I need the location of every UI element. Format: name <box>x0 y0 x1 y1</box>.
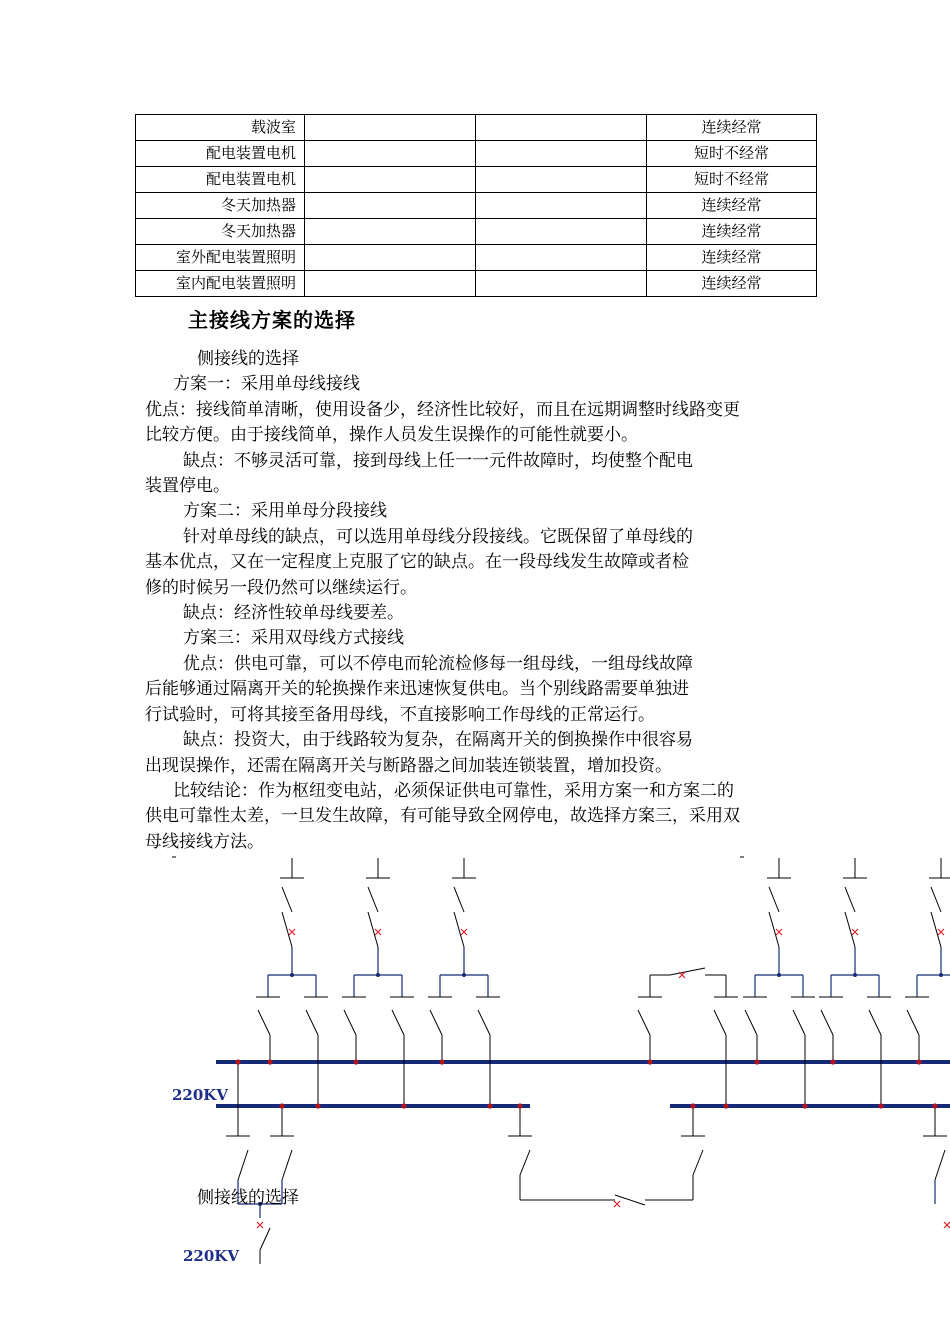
outgoing-disconnect <box>260 1228 270 1250</box>
circuit-breaker-mark <box>289 929 295 935</box>
circuit-breaker-mark <box>461 929 467 935</box>
circuit-breaker-mark <box>944 1222 950 1228</box>
empty-cell <box>476 219 647 245</box>
junction-node <box>754 1059 759 1064</box>
voltage-label-220kv-lower: 220KV <box>183 1247 239 1265</box>
empty-cell <box>476 167 647 193</box>
bus-disconnect <box>793 1010 805 1035</box>
load-name-cell: 冬天加热器 <box>136 193 305 219</box>
bus-disconnect <box>344 1010 356 1035</box>
paragraph: 优点：供电可靠，可以不停电而轮流检修每一组母线，一组母线故障 <box>183 653 693 674</box>
empty-cell <box>305 141 476 167</box>
bus-disconnect <box>869 1010 881 1035</box>
operation-mode-cell: 连续经常 <box>647 115 817 141</box>
paragraph: 比较方便。由于接线简单，操作人员发生误操作的可能性就要小。 <box>145 425 638 446</box>
junction-node <box>267 1059 272 1064</box>
operation-mode-cell: 连续经常 <box>647 193 817 219</box>
paragraph: 侧接线的选择 <box>197 349 299 369</box>
coupler-breaker <box>670 968 705 975</box>
load-name-cell: 配电装置电机 <box>136 167 305 193</box>
paragraph: 行试验时，可将其接至备用母线，不直接影响工作母线的正常运行。 <box>145 704 655 725</box>
table-row <box>136 167 817 193</box>
paragraph: 优点：接线简单清晰，使用设备少，经济性比较好，而且在远期调整时线路变更 <box>145 399 740 420</box>
switch-blade <box>845 912 855 947</box>
paragraph: 后能够通过隔离开关的轮换操作来迅速恢复供电。当个别线路需要单独进 <box>145 679 689 700</box>
operation-mode-cell: 连续经常 <box>647 245 817 271</box>
circuit-breaker-mark <box>375 929 381 935</box>
paragraph: 方案三：采用双母线方式接线 <box>183 628 404 649</box>
bus-disconnect <box>258 1010 270 1035</box>
switch-blade <box>368 912 378 947</box>
coupler-disconnect <box>714 1010 726 1035</box>
empty-cell <box>476 193 647 219</box>
paragraph: 缺点：不够灵活可靠，接到母线上任一一元件故障时，均使整个配电 <box>183 450 693 471</box>
load-name-cell: 室外配电装置照明 <box>136 245 305 271</box>
empty-cell <box>305 193 476 219</box>
bus-disconnect <box>821 1010 833 1035</box>
junction-node <box>401 1103 406 1108</box>
coupler-disconnect <box>638 1010 650 1035</box>
paragraph: 比较结论：作为枢纽变电站，必须保证供电可靠性，采用方案一和方案二的 <box>173 780 734 801</box>
disconnect-switch <box>769 887 779 912</box>
switch-blade <box>931 912 941 947</box>
empty-cell <box>305 219 476 245</box>
outgoing-disconnect <box>282 1150 292 1180</box>
tie-disconnect <box>693 1150 703 1175</box>
empty-cell <box>305 115 476 141</box>
tie-breaker <box>615 1195 645 1205</box>
disconnect-switch <box>282 887 292 912</box>
circuit-breaker-mark <box>776 929 782 935</box>
junction-node <box>315 1103 320 1108</box>
paragraph: 方案二：采用单母分段接线 <box>183 501 387 522</box>
load-name-cell: 冬天加热器 <box>136 219 305 245</box>
empty-cell <box>476 245 647 271</box>
junction-node <box>723 1103 728 1108</box>
load-name-cell: 载波室 <box>136 115 305 141</box>
empty-cell <box>305 245 476 271</box>
circuit-breaker-mark <box>852 929 858 935</box>
junction-node <box>916 1059 921 1064</box>
paragraph: 基本优点，又在一定程度上克服了它的缺点。在一段母线发生故障或者检 <box>145 552 689 573</box>
voltage-label-220kv: 220KV <box>172 1086 228 1104</box>
paragraph: 出现误操作，还需在隔离开关与断路器之间加装连锁装置，增加投资。 <box>145 755 672 776</box>
junction-node <box>647 1059 652 1064</box>
table-row <box>136 193 817 219</box>
outgoing-disconnect <box>935 1150 945 1180</box>
junction-node <box>802 1103 807 1108</box>
junction-node <box>353 1059 358 1064</box>
disconnect-switch <box>454 887 464 912</box>
bus-disconnect <box>306 1010 318 1035</box>
junction-node <box>279 1103 284 1108</box>
junction-node <box>932 1103 937 1108</box>
switch-blade <box>454 912 464 947</box>
disconnect-switch <box>845 887 855 912</box>
tie-disconnect <box>520 1150 530 1175</box>
paragraph: 缺点：经济性较单母线要差。 <box>183 603 404 624</box>
junction-node <box>830 1059 835 1064</box>
table-row <box>136 271 817 297</box>
paragraph: 针对单母线的缺点，可以选用单母线分段接线。它既保留了单母线的 <box>183 526 693 547</box>
disconnect-switch <box>368 887 378 912</box>
empty-cell <box>305 271 476 297</box>
paragraph: 方案一：采用单母线接线 <box>173 374 360 395</box>
junction-node <box>878 1103 883 1108</box>
load-name-cell: 室内配电装置照明 <box>136 271 305 297</box>
empty-cell <box>476 115 647 141</box>
table-row <box>136 141 817 167</box>
disconnect-switch <box>931 887 941 912</box>
circuit-breaker-mark <box>614 1201 620 1207</box>
load-table <box>135 114 817 297</box>
empty-cell <box>305 167 476 193</box>
bus-disconnect <box>392 1010 404 1035</box>
bus-disconnect <box>430 1010 442 1035</box>
table-row <box>136 219 817 245</box>
junction-node <box>690 1103 695 1108</box>
switch-blade <box>769 912 779 947</box>
side-wiring-label: 侧接线的选择 <box>197 1188 299 1208</box>
junction-node <box>517 1103 522 1108</box>
operation-mode-cell: 短时不经常 <box>647 141 817 167</box>
empty-cell <box>476 271 647 297</box>
table-row <box>136 115 817 141</box>
double-bus-wiring-diagram <box>0 850 950 1344</box>
junction-node <box>487 1103 492 1108</box>
junction-node <box>439 1059 444 1064</box>
switch-blade <box>282 912 292 947</box>
paragraph: 缺点：投资大，由于线路较为复杂，在隔离开关的倒换操作中很容易 <box>183 730 693 751</box>
section-heading: 主接线方案的选择 <box>188 308 356 332</box>
circuit-breaker-mark <box>938 929 944 935</box>
bus-disconnect <box>745 1010 757 1035</box>
table-row <box>136 245 817 271</box>
operation-mode-cell: 连续经常 <box>647 219 817 245</box>
paragraph: 供电可靠性太差，一旦发生故障，有可能导致全网停电，故选择方案三，采用双 <box>145 806 740 827</box>
load-name-cell: 配电装置电机 <box>136 141 305 167</box>
outgoing-disconnect <box>238 1150 248 1180</box>
paragraph: 装置停电。 <box>145 476 230 497</box>
bus-disconnect <box>478 1010 490 1035</box>
operation-mode-cell: 短时不经常 <box>647 167 817 193</box>
paragraph: 修的时候另一段仍然可以继续运行。 <box>145 577 417 598</box>
operation-mode-cell: 连续经常 <box>647 271 817 297</box>
circuit-breaker-mark <box>257 1222 263 1228</box>
section-body <box>145 347 815 855</box>
paragraph: 母线接线方法。 <box>145 831 264 852</box>
junction-node <box>235 1059 240 1064</box>
empty-cell <box>476 141 647 167</box>
bus-disconnect <box>907 1010 919 1035</box>
